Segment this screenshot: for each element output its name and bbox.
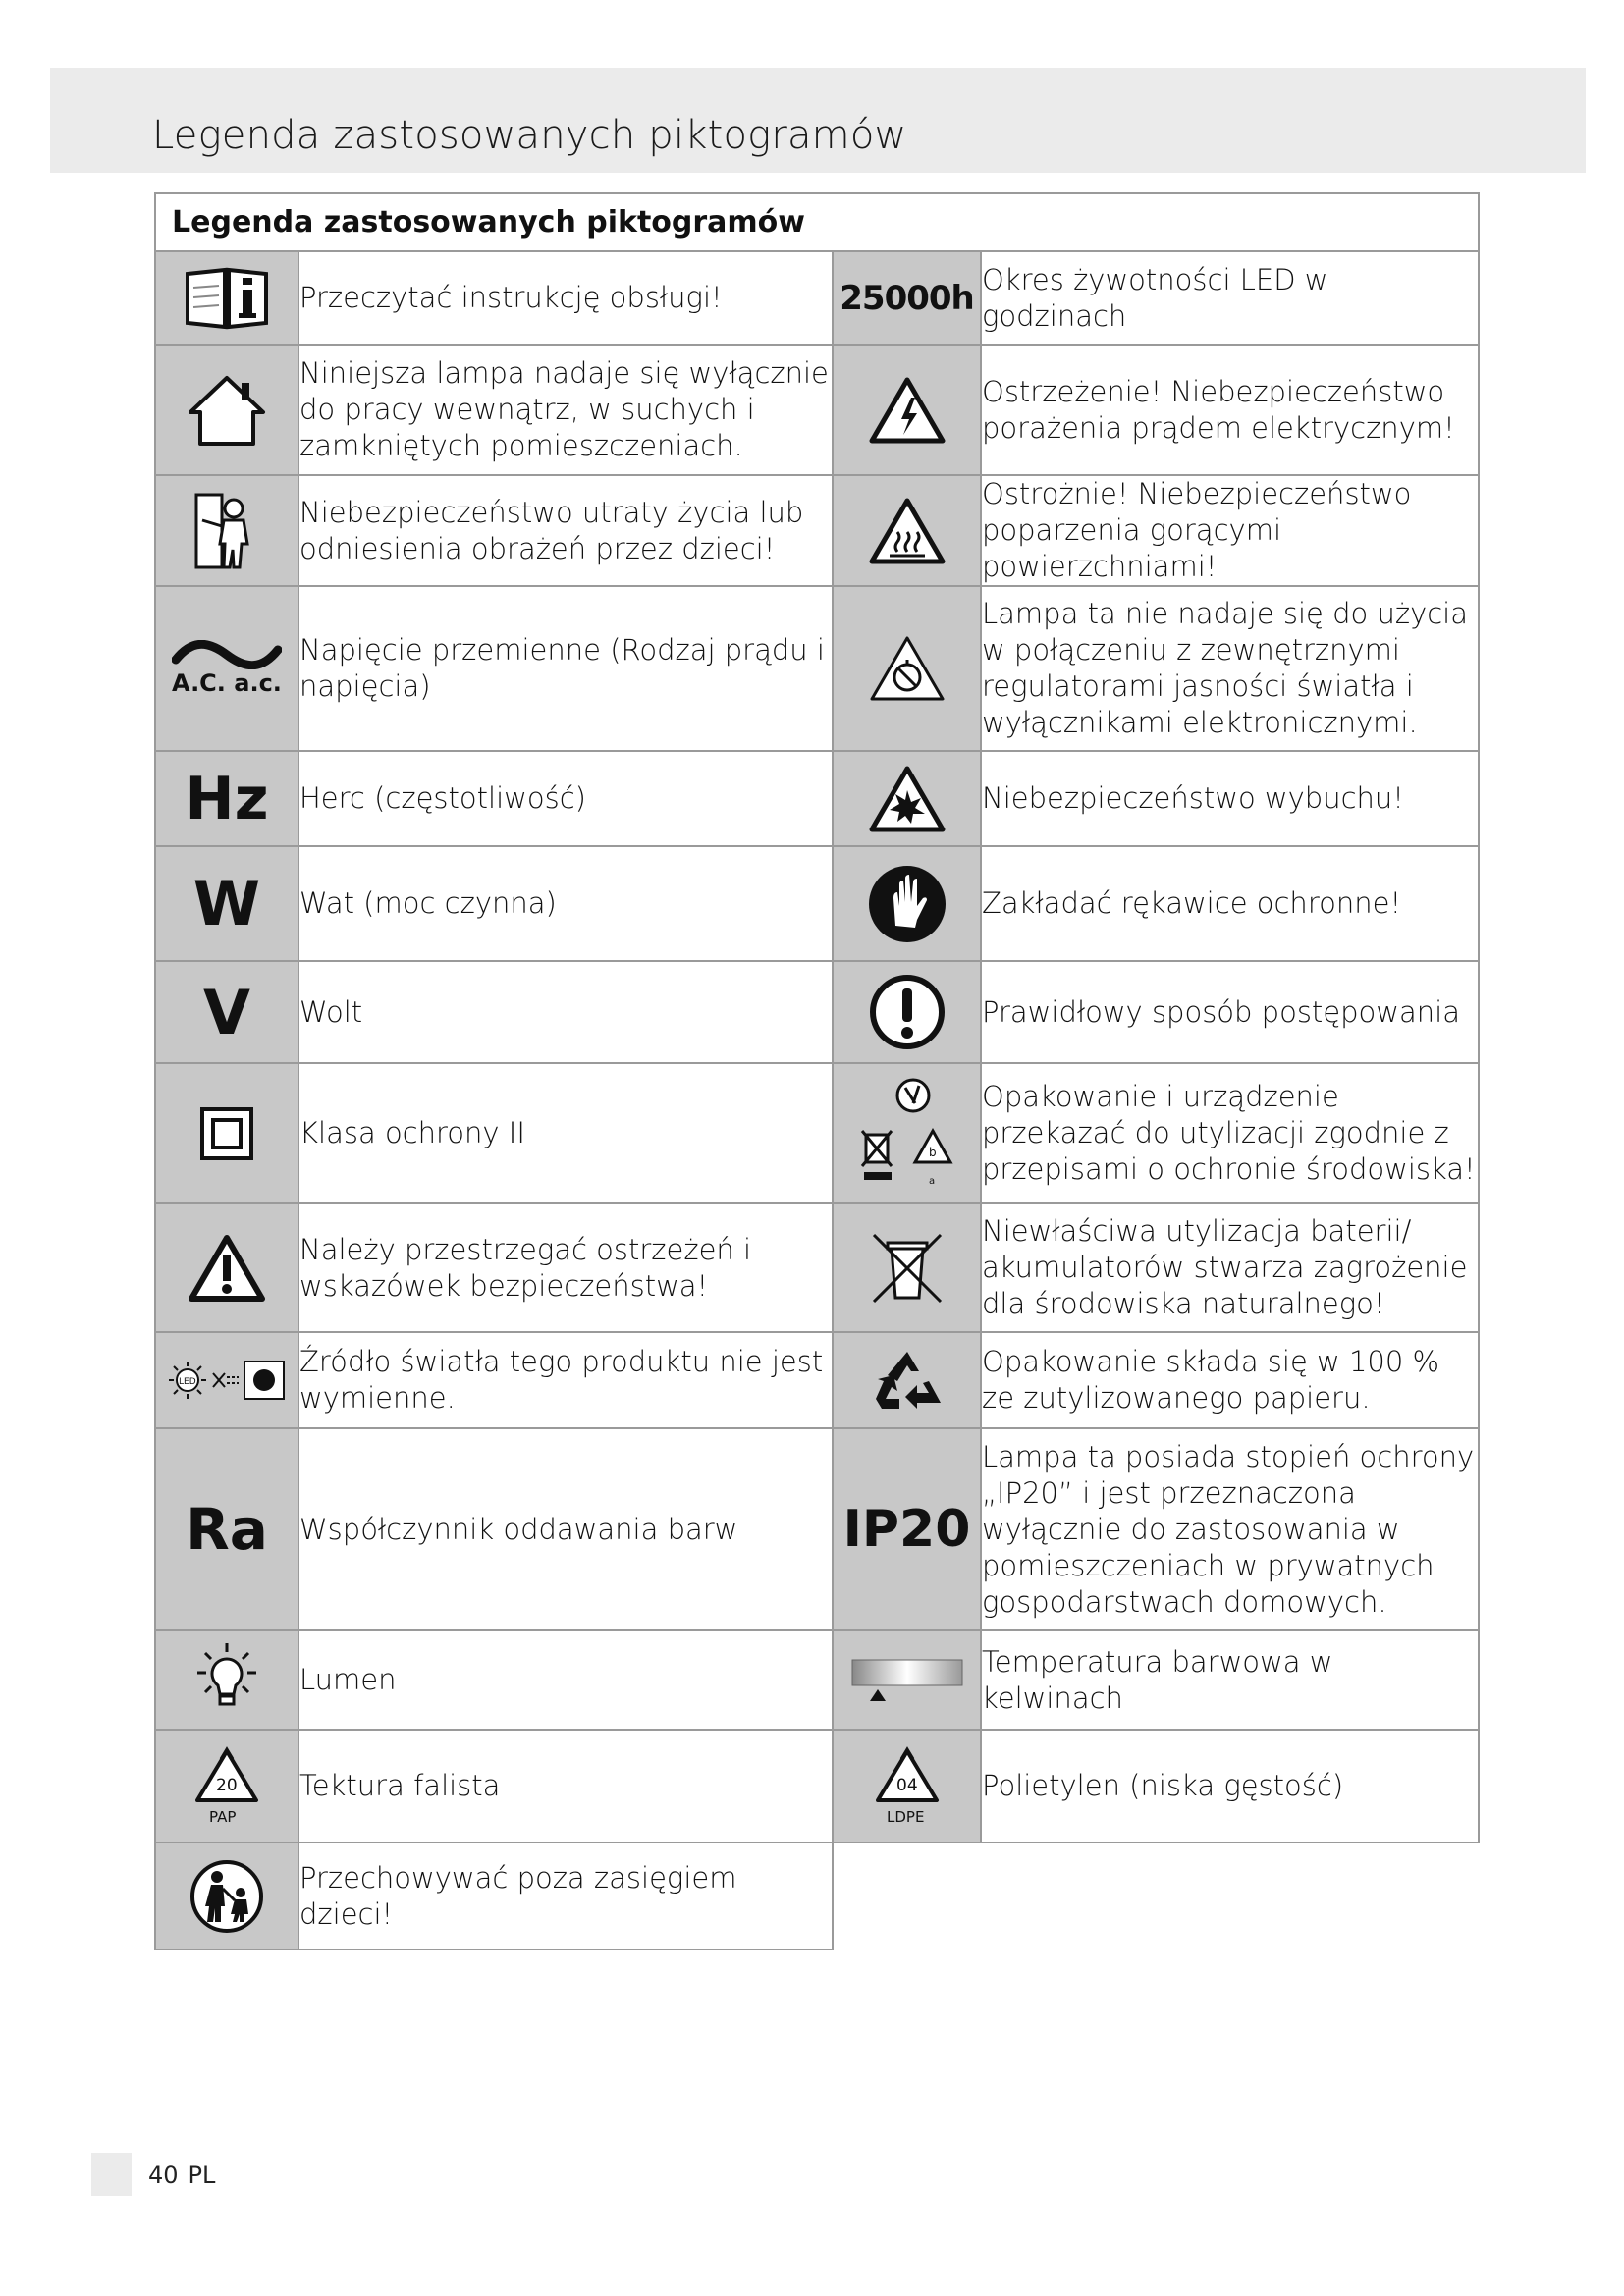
color-rendering-icon: Ra xyxy=(186,1496,268,1563)
alternating-current-icon xyxy=(156,640,298,697)
general-warning-icon xyxy=(156,1234,298,1303)
table-row xyxy=(155,751,1479,846)
recycle-20-pap-icon xyxy=(156,1745,298,1828)
lifetime-25000h-icon: 25000h xyxy=(839,278,974,318)
legend-text: Prawidłowy sposób postępowania xyxy=(981,961,1479,1063)
table-row xyxy=(155,475,1479,586)
ac-label: A.C. a.c. xyxy=(172,669,282,697)
table-row xyxy=(155,846,1479,961)
color-temperature-icon xyxy=(834,1656,980,1705)
keep-away-from-children-icon xyxy=(156,1857,298,1936)
legend-text: Opakowanie składa się w 100 % ze zutylizowanego papieru. xyxy=(981,1332,1479,1428)
footer-box xyxy=(91,2153,132,2196)
legend-text: Przechowywać poza zasięgiem dzieci! xyxy=(298,1842,833,1949)
legend-text: Wat (moc czynna) xyxy=(298,846,833,961)
table-row xyxy=(155,1203,1479,1332)
table-row xyxy=(155,1630,1479,1730)
recycling-disposal-icon xyxy=(834,1074,980,1194)
legend-text: Lampa ta nie nadaje się do użycia w połączeniu z zewnętrznymi regulatorami jasności światła i wyłącznikami elektronicznymi. xyxy=(981,586,1479,751)
legend-text: Współczynnik oddawania barw xyxy=(298,1428,833,1630)
legend-text: Wolt xyxy=(298,961,833,1063)
table-row xyxy=(155,1063,1479,1203)
legend-text: Niebezpieczeństwo wybuchu! xyxy=(981,751,1479,846)
volt-icon: V xyxy=(203,976,250,1048)
legend-text: Napięcie przemienne (Rodzaj prądu i napięcia) xyxy=(298,586,833,751)
legend-text: Ostrzeżenie! Niebezpieczeństwo porażenia prądem elektrycznym! xyxy=(981,345,1479,475)
legend-text: Okres żywotności LED w godzinach xyxy=(981,251,1479,345)
legend-text: Polietylen (niska gęstość) xyxy=(981,1730,1479,1842)
correct-procedure-icon xyxy=(834,973,980,1051)
protection-class-ii-icon xyxy=(156,1106,298,1161)
child-danger-icon xyxy=(156,491,298,571)
wear-gloves-icon xyxy=(834,863,980,945)
hertz-icon: Hz xyxy=(185,764,269,833)
legend-text: Przeczytać instrukcję obsługi! xyxy=(298,251,833,345)
table-title: Legenda zastosowanych piktogramów xyxy=(155,193,1479,251)
ip20-icon: IP20 xyxy=(842,1500,971,1559)
legend-text: Opakowanie i urządzenie przekazać do utylizacji zgodnie z przepisami o ochronie środowiska! xyxy=(981,1063,1479,1203)
recycle-04-ldpe-icon xyxy=(834,1745,980,1828)
legend-text: Tektura falista xyxy=(298,1730,833,1842)
legend-text: Herc (częstotliwość) xyxy=(298,751,833,846)
legend-text: Niebezpieczeństwo utraty życia lub odniesienia obrażeń przez dzieci! xyxy=(298,475,833,586)
svg-text:a: a xyxy=(928,1175,935,1187)
page-number: 40 xyxy=(148,2162,179,2189)
legend-text: Ostrożnie! Niebezpieczeństwo poparzenia gorącymi powierzchniami! xyxy=(981,475,1479,586)
watt-icon: W xyxy=(192,868,261,939)
language-code: PL xyxy=(188,2162,216,2189)
legend-text: Lumen xyxy=(298,1630,833,1730)
explosion-warning-icon xyxy=(834,765,980,833)
page-footer xyxy=(148,2162,225,2189)
hot-surface-warning-icon xyxy=(834,497,980,565)
table-row xyxy=(155,1332,1479,1428)
table-row xyxy=(155,251,1479,345)
table-row xyxy=(155,1730,1479,1842)
non-replaceable-led-icon xyxy=(156,1360,298,1401)
svg-text:b: b xyxy=(928,1145,937,1159)
svg-text:LDPE: LDPE xyxy=(886,1807,924,1826)
table-row xyxy=(155,1428,1479,1630)
page-title: Legenda zastosowanych piktogramów xyxy=(152,113,907,158)
recycle-arrows-icon xyxy=(834,1346,980,1415)
read-manual-icon xyxy=(156,266,298,331)
pictogram-legend-table xyxy=(154,192,1478,1950)
svg-text:LED: LED xyxy=(179,1377,196,1387)
lumen-icon xyxy=(156,1641,298,1720)
legend-text: Zakładać rękawice ochronne! xyxy=(981,846,1479,961)
table-row xyxy=(155,1842,1479,1949)
no-dimmer-icon xyxy=(834,634,980,703)
legend-text: Należy przestrzegać ostrzeżeń i wskazówek bezpieczeństwa! xyxy=(298,1203,833,1332)
svg-text:PAP: PAP xyxy=(209,1807,237,1826)
table-row xyxy=(155,586,1479,751)
legend-text: Lampa ta posiada stopień ochrony „IP20” i jest przeznaczona wyłącznie do zastosowania w pomieszczeniach w prywatnych gospodarstwach domowych. xyxy=(981,1428,1479,1630)
table-row xyxy=(155,961,1479,1063)
legend-text: Temperatura barwowa w kelwinach xyxy=(981,1630,1479,1730)
house-icon xyxy=(156,373,298,448)
crossed-bin-icon xyxy=(834,1229,980,1308)
electric-shock-warning-icon xyxy=(834,376,980,445)
legend-text: Niewłaściwa utylizacja baterii/ akumulatorów stwarza zagrożenie dla środowiska naturalnego! xyxy=(981,1203,1479,1332)
table-row xyxy=(155,345,1479,475)
svg-text:04: 04 xyxy=(895,1775,918,1795)
legend-text: Źródło światła tego produktu nie jest wymienne. xyxy=(298,1332,833,1428)
legend-text: Niniejsza lampa nadaje się wyłącznie do pracy wewnątrz, w suchych i zamkniętych pomieszczeniach. xyxy=(298,345,833,475)
legend-text: Klasa ochrony II xyxy=(298,1063,833,1203)
svg-text:20: 20 xyxy=(216,1775,238,1795)
